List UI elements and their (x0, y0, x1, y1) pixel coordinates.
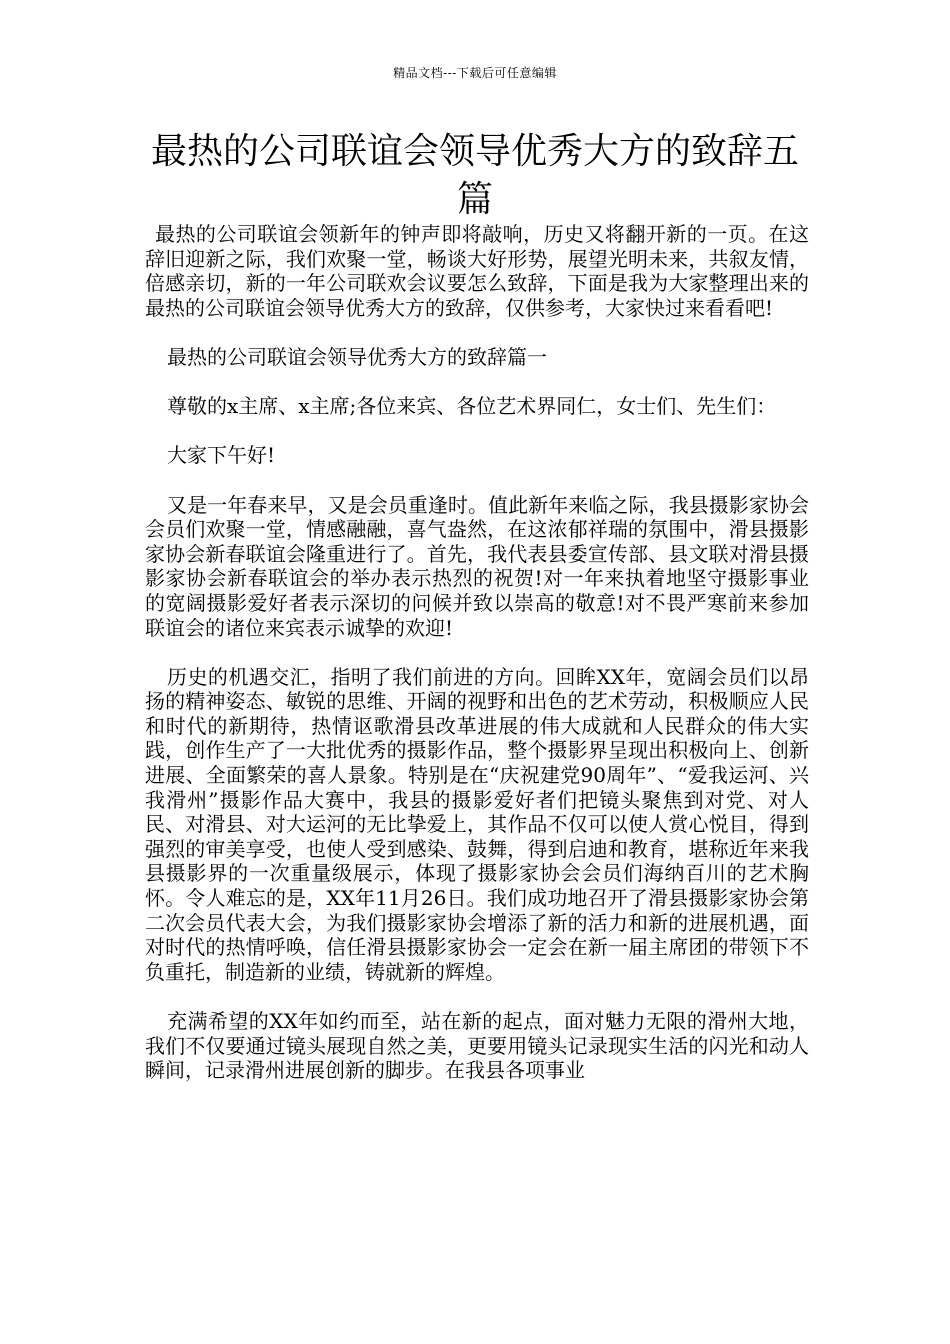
intro-paragraph: 最热的公司联谊会领新年的钟声即将敲响，历史又将翻开新的一页。在这辞旧迎新之际，我们欢聚一堂，畅谈大好形势，展望光明未来，共叙友情，倍感亲切，新的一年公司联欢会议要怎么致辞，下面是我为大家整理出来的 最热的公司联谊会领导优秀大方的致辞，仅供参考，大家快过来看看吧! (145, 222, 809, 320)
document-title: 最热的公司联谊会领导优秀大方的致辞五篇 (150, 131, 799, 220)
document-body (145, 222, 809, 1107)
section-heading: 最热的公司联谊会领导优秀大方的致辞篇一 (167, 344, 547, 369)
salutation-paragraph: 尊敬的x主席、x主席;各位来宾、各位艺术界同仁，女士们、先生们： (167, 394, 777, 419)
body-paragraph: 充满希望的XX年如约而至，站在新的起点，面对魅力无限的滑州大地，我们不仅要通过镜头展现自然之美，更要用镜头记录现实生活的闪光和动人瞬间，记录滑州进展创新的脚步。在我县各项事业 (145, 1009, 809, 1083)
greeting-paragraph: 大家下午好! (167, 443, 276, 468)
body-paragraph: 历史的机遇交汇，指明了我们前进的方向。回眸XX年，宽阔会员们以昂扬的精神姿态、敏锐的思维、开阔的视野和出色的艺术劳动，积极顺应人民和时代的新期待，热情讴歌滑县改革进展的伟大成就和人民群众的伟大实践，创作生产了一大批优秀的摄影作品，整个摄影界呈现出积极向上、创新进展、全面繁荣的喜人景象。特别是在“庆祝建党90周年”、“爱我运河、兴我滑州”摄影作品大赛中，我县的摄影爱好者们把镜头聚焦到对党、对人民、对滑县、对大运河的无比挚爱上，其作品不仅可以使人赏心悦目，得到强烈的审美享受，也使人受到感染、鼓舞，得到启迪和教育，堪称近年来我县摄影界的一次重量级展示，体现了摄影家协会会员们海纳百川的艺术胸怀。令人难忘的是，XX年11月26日。我们成功地召开了滑县摄影家协会第二次会员代表大会，为我们摄影家协会增添了新的活力和新的进展机遇，面对时代的热情呼唤，信任滑县摄影家协会一定会在新一届主席团的带领下不负重托，制造新的业绩，铸就新的辉煌。 (145, 664, 809, 984)
page-header: 精品文档---下载后可任意编辑 (393, 66, 557, 80)
body-paragraph: 又是一年春来早，又是会员重逢时。值此新年来临之际，我县摄影家协会会员们欢聚一堂，情感融融，喜气盎然，在这浓郁祥瑞的氛围中，滑县摄影家协会新春联谊会隆重进行了。首先，我代表县委宣传部、县文联对滑县摄影家协会新春联谊会的举办表示热烈的祝贺!对一年来执着地坚守摄影事业的宽阔摄影爱好者表示深切的问候并致以崇高的敬意!对不畏严寒前来参加联谊会的诸位来宾表示诚挚的欢迎! (145, 492, 809, 640)
